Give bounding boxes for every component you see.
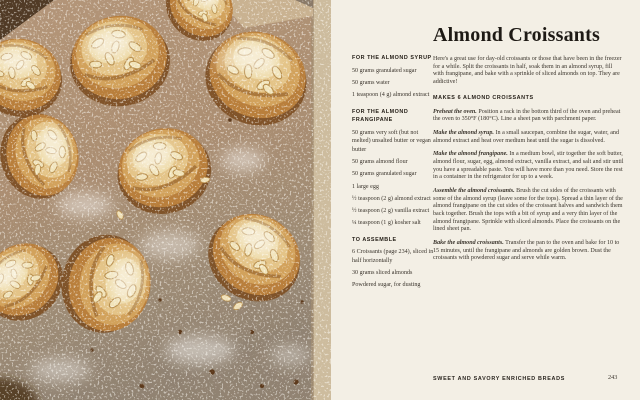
- ingredient-section-title: FOR THE ALMOND FRANGIPANE: [352, 108, 409, 124]
- recipe-step: [433, 240, 624, 263]
- step-text: In a medium bowl, stir together the soft butter, almond flour, sugar, egg, almond extract, vanilla extract, and salt and stir until you have a spreadable paste. You will have more than you need. Store the rest in a container in the refrigerator for up to a week.: [433, 151, 624, 181]
- step-text: Brush the cut sides of the croissants with some of the almond syrup (leave some for the tops). Spread a thin layer of the almond frangipane on the cut sides of the croissant halves and sandwich them back together. Brush the tops with a bit of syrup and a very thin layer of the almond frangipane. Sprinkle with sliced almonds. Place the croissants on the lined sheet pan.: [433, 188, 623, 233]
- recipe-title: Almond Croissants: [433, 24, 600, 46]
- step-lead: Preheat the oven.: [433, 108, 477, 115]
- ingredient-item: 50 grams almond flour: [352, 159, 408, 166]
- recipe-yield: MAKES 6 ALMOND CROISSANTS: [433, 94, 534, 101]
- ingredient-item: 1 teaspoon (4 g) almond extract: [352, 91, 430, 98]
- ingredient-item: 6 Croissants (page 234), sliced in half horizontally: [352, 249, 434, 264]
- ingredient-item: 30 grams sliced almonds: [352, 270, 413, 277]
- recipe-step: [433, 151, 624, 182]
- ingredient-item: ¼ teaspoon (1 g) kosher salt: [352, 219, 421, 226]
- ingredient-item: Powdered sugar, for dusting: [352, 282, 421, 289]
- step-text: Position a rack in the bottom third of the oven and preheat the oven to 350°F (180°C). Line a sheet pan with parchment paper.: [433, 108, 621, 123]
- recipe-page: [433, 24, 624, 269]
- chapter-label: SWEET AND SAVORY ENRICHED BREADS: [433, 376, 566, 382]
- ingredient-item: 50 grams water: [352, 79, 390, 86]
- ingredient-item: ½ teaspoon (2 g) vanilla extract: [352, 207, 430, 214]
- page-number: 243: [608, 374, 618, 381]
- ingredient-item: ½ teaspoon (2 g) almond extract: [352, 195, 431, 202]
- recipe-intro: Here's a great use for day-old croissants or those that have been in the freezer for a while. Split the croissants in half, soak them in an almond syrup, fill with frangipane, and bake with a sprinkle of sliced almonds on top. They are addictive!: [433, 56, 622, 86]
- step-lead: Make the almond frangipane.: [433, 151, 508, 158]
- ingredient-section-frangipane: [352, 108, 436, 228]
- ingredient-item: 50 grams very soft (but not melted) unsalted butter or vegan butter: [352, 129, 431, 154]
- ingredients-panel: [352, 54, 436, 298]
- step-lead: Make the almond syrup.: [433, 130, 494, 137]
- ingredient-item: 1 large egg: [352, 183, 379, 190]
- recipe-step: [433, 130, 624, 145]
- recipe-step: [433, 188, 624, 234]
- step-lead: Assemble the almond croissants.: [433, 188, 515, 195]
- ingredient-section-title: FOR THE ALMOND SYRUP: [352, 55, 432, 61]
- step-text: Transfer the pan to the oven and bake for 10 to 15 minutes, until the frangipane and almonds are golden brown. Dust the croissants with powdered sugar and serve while warm.: [433, 240, 620, 262]
- ingredient-section-almond-syrup: [352, 54, 436, 100]
- recipe-step: [433, 109, 624, 124]
- ingredient-section-assemble: [352, 236, 436, 290]
- step-text: In a small saucepan, combine the sugar, water, and almond extract and heat over medium heat until the sugar is dissolved.: [433, 130, 620, 144]
- step-lead: Bake the almond croissants.: [433, 240, 504, 247]
- ingredient-item: 50 grams granulated sugar: [352, 67, 417, 74]
- ingredient-item: 50 grams granulated sugar: [352, 171, 417, 178]
- ingredient-section-title: TO ASSEMBLE: [352, 236, 397, 243]
